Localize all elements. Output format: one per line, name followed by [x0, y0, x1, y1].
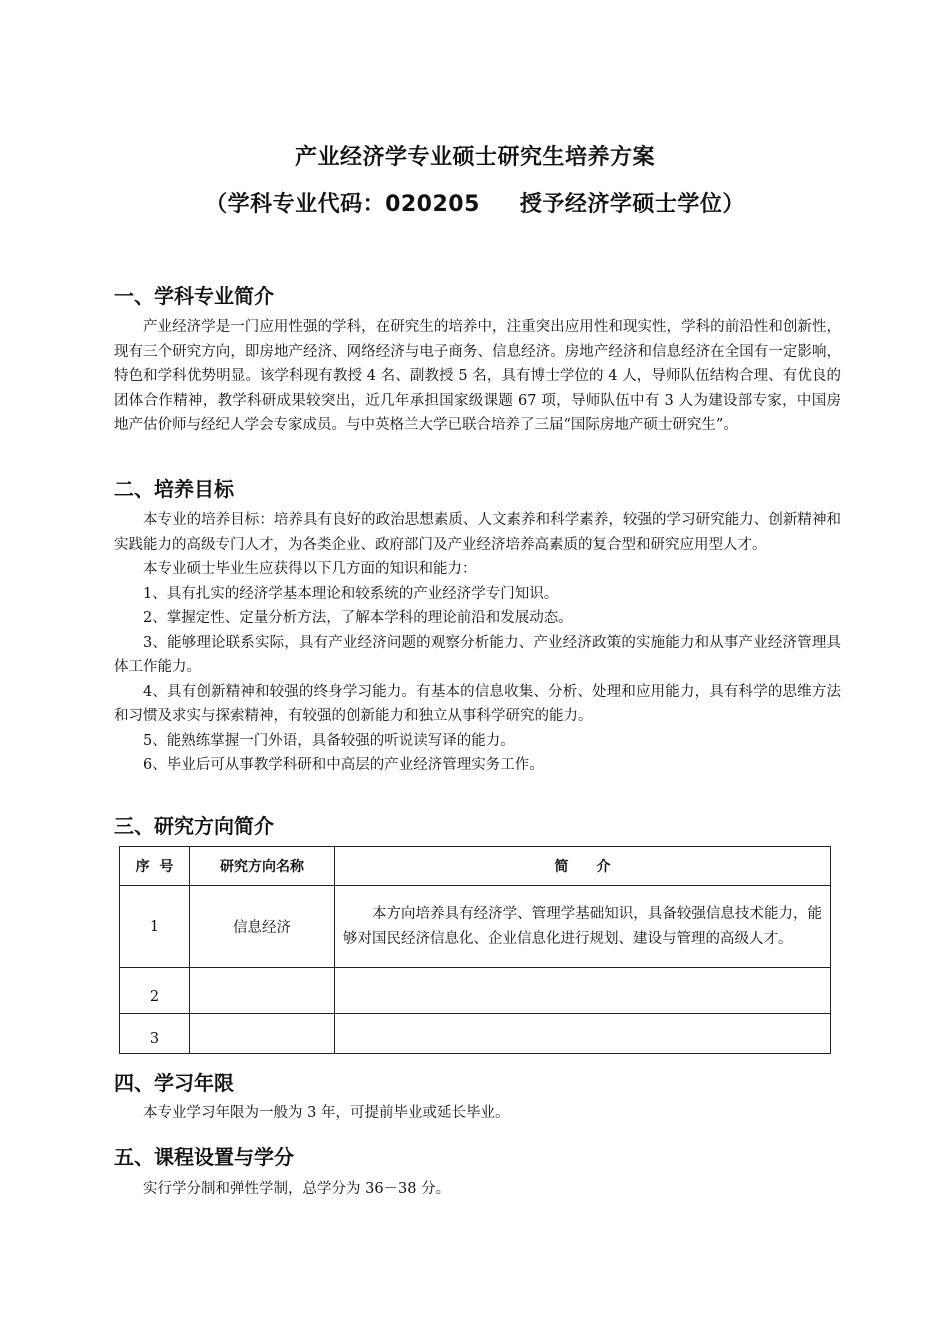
goal-item: 6、毕业后可从事教学科研和中高层的产业经济管理实务工作。 — [143, 757, 544, 773]
section-courses-body — [114, 1177, 841, 1202]
goals-lead: 本专业硕士毕业生应获得以下几方面的知识和能力： — [143, 561, 477, 577]
row-number: 3 — [120, 1014, 190, 1054]
subtitle-code: （学科专业代码：020205 — [205, 192, 480, 217]
table-row — [120, 968, 831, 1014]
row-description — [335, 1014, 831, 1054]
section-heading-intro: 一、学科专业简介 — [114, 284, 274, 308]
header-direction-name: 研究方向名称 — [190, 847, 335, 886]
section-heading-duration: 四、学习年限 — [114, 1071, 234, 1095]
section-duration-body — [114, 1101, 841, 1126]
section-intro-body — [114, 315, 841, 438]
header-number: 序 号 — [120, 847, 190, 886]
row-direction-name — [190, 1014, 335, 1054]
intro-paragraph: 产业经济学是一门应用性强的学科，在研究生的培养中，注重突出应用性和现实性，学科的前沿性和创新性，现有三个研究方向，即房地产经济、网络经济与电子商务、信息经济。房地产经济和信息经济在全国有一定影响，特色和学科优势明显。该学科现有教授 4 名、副教授 5 名，具有博士学位的 4 人，导师队伍结构合理、有优良的团体合作精神，教学科研成果较突出，近几年承担国家级课题 67 项，导师队伍中有 3 人为建设部专家，中国房地产估价师与经纪人学会专家成员。与中英格兰大学已联合培养了三届“国际房地产硕士研究生”。 — [114, 319, 841, 433]
goal-item: 1、具有扎实的经济学基本理论和较系统的产业经济学专门知识。 — [143, 585, 559, 602]
row-number: 1 — [120, 886, 190, 968]
row-description-text: 本方向培养具有经济学、管理学基础知识，具备较强信息技术能力，能够对国民经济信息化、企业信息化进行规划、建设与管理的高级人才。 — [343, 906, 822, 947]
row-description — [335, 968, 831, 1014]
header-description — [335, 847, 831, 886]
row-number: 2 — [120, 968, 190, 1014]
row-direction-name — [190, 968, 335, 1014]
goal-item: 4、具有创新精神和较强的终身学习能力。有基本的信息收集、分析、处理和应用能力，具有科学的思维方法和习惯及求实与探索精神，有较强的创新能力和独立从事科学研究的能力。 — [114, 683, 841, 724]
table-row — [120, 886, 831, 968]
subtitle-degree: 授予经济学硕士学位） — [519, 192, 745, 217]
research-directions-table — [119, 846, 831, 1054]
document-subtitle — [0, 187, 950, 218]
courses-paragraph: 实行学分制和弹性学制，总学分为 36－38 分。 — [143, 1181, 451, 1197]
table-row — [120, 1014, 831, 1054]
row-description — [335, 886, 831, 968]
goal-item: 2、掌握定性、定量分析方法，了解本学科的理论前沿和发展动态。 — [143, 610, 573, 626]
duration-paragraph: 本专业学习年限为一般为 3 年，可提前毕业或延长毕业。 — [143, 1105, 510, 1121]
row-direction-name: 信息经济 — [190, 886, 335, 968]
section-goals-body — [114, 508, 841, 778]
document-title: 产业经济学专业硕士研究生培养方案 — [294, 145, 655, 170]
table-header-row — [120, 847, 831, 886]
section-heading-goals: 二、培养目标 — [114, 477, 234, 501]
goal-item: 5、能熟练掌握一门外语，具备较强的听说读写译的能力。 — [143, 732, 515, 749]
section-heading-courses: 五、课程设置与学分 — [114, 1145, 294, 1169]
goal-item: 3、能够理论联系实际，具有产业经济问题的观察分析能力、产业经济政策的实施能力和从事产业经济管理具体工作能力。 — [114, 634, 841, 675]
section-heading-directions: 三、研究方向简介 — [114, 814, 274, 838]
header-description-char1: 简 — [554, 859, 569, 875]
goals-paragraph: 本专业的培养目标：培养具有良好的政治思想素质、人文素养和科学素养，较强的学习研究能力、创新精神和实践能力的高级专门人才，为各类企业、政府部门及产业经济培养高素质的复合型和研究应用型人才。 — [114, 512, 841, 553]
header-description-char2: 介 — [596, 859, 611, 875]
